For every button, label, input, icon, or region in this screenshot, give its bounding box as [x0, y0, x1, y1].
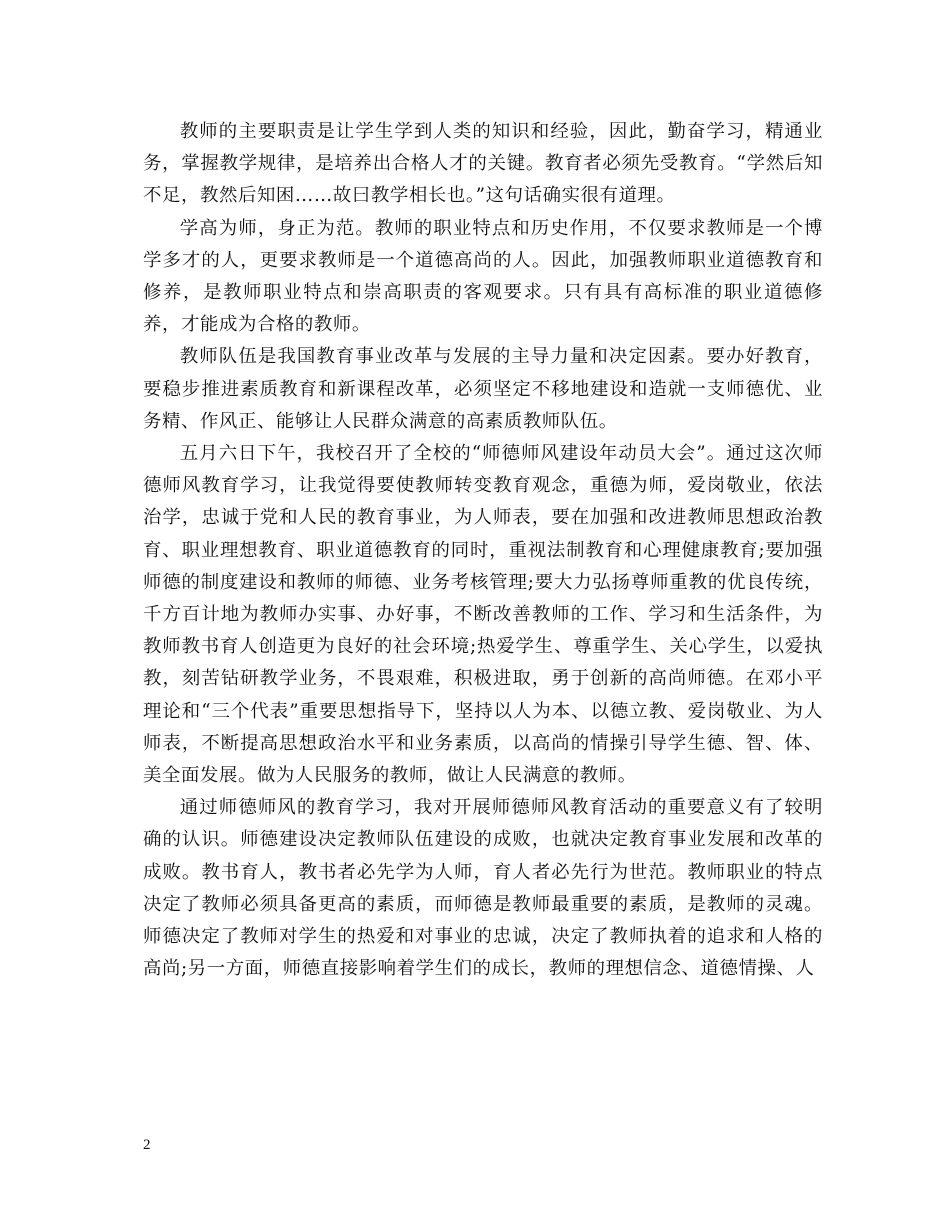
paragraph-2: 学高为师，身正为范。教师的职业特点和历史作用，不仅要求教师是一个博学多才的人，更要求教师是一个道德高尚的人。因此，加强教师职业道德教育和修养，是教师职业特点和崇高职责的客观要求。只有具有高标准的职业道德修养，才能成为合格的教师。	[143, 217, 823, 336]
paragraph-5: 通过师德师风的教育学习，我对开展师德师风教育活动的重要意义有了较明确的认识。师德建设决定教师队伍建设的成败，也就决定教育事业发展和改革的成败。教书育人，教书者必先学为人师，育人者必先行为世范。教师职业的特点决定了教师必须具备更高的素质，而师德是教师最重要的素质，是教师的灵魂。师德决定了教师对学生的热爱和对事业的忠诚，决定了教师执着的追求和人格的高尚;另一方面，师德直接影响着学生们的成长，教师的理想信念、道德情操、人	[143, 797, 823, 980]
paragraph-1: 教师的主要职责是让学生学到人类的知识和经验，因此，勤奋学习，精通业务，掌握教学规律，是培养出合格人才的关键。教育者必须先受教育。“学然后知不足，教然后知困……故曰教学相长也。”这句话确实很有道理。	[143, 121, 823, 207]
document-body	[143, 116, 823, 985]
paragraph-4: 五月六日下午，我校召开了全校的“师德师风建设年动员大会”。通过这次师德师风教育学习，让我觉得要使教师转变教育观念，重德为师，爱岗敬业，依法治学，忠诚于党和人民的教育事业，为人师表，要在加强和改进教师思想政治教育、职业理想教育、职业道德教育的同时，重视法制教育和心理健康教育;要加强师德的制度建设和教师的师德、业务考核管理;要大力弘扬尊师重教的优良传统，千方百计地为教师办实事、办好事，不断改善教师的工作、学习和生活条件，为教师教书育人创造更为良好的社会环境;热爱学生、尊重学生、关心学生，以爱执教，刻苦钻研教学业务，不畏艰难，积极进取，勇于创新的高尚师德。在邓小平理论和“三个代表”重要思想指导下，坚持以人为本、以德立教、爱岗敬业、为人师表，不断提高思想政治水平和业务素质，以高尚的情操引导学生德、智、体、美全面发展。做为人民服务的教师，做让人民满意的教师。	[143, 443, 823, 787]
paragraph-3: 教师队伍是我国教育事业改革与发展的主导力量和决定因素。要办好教育，要稳步推进素质教育和新课程改革，必须坚定不移地建设和造就一支师德优、业务精、作风正、能够让人民群众满意的高素质教师队伍。	[143, 346, 823, 432]
page-number: 2	[143, 1137, 151, 1153]
